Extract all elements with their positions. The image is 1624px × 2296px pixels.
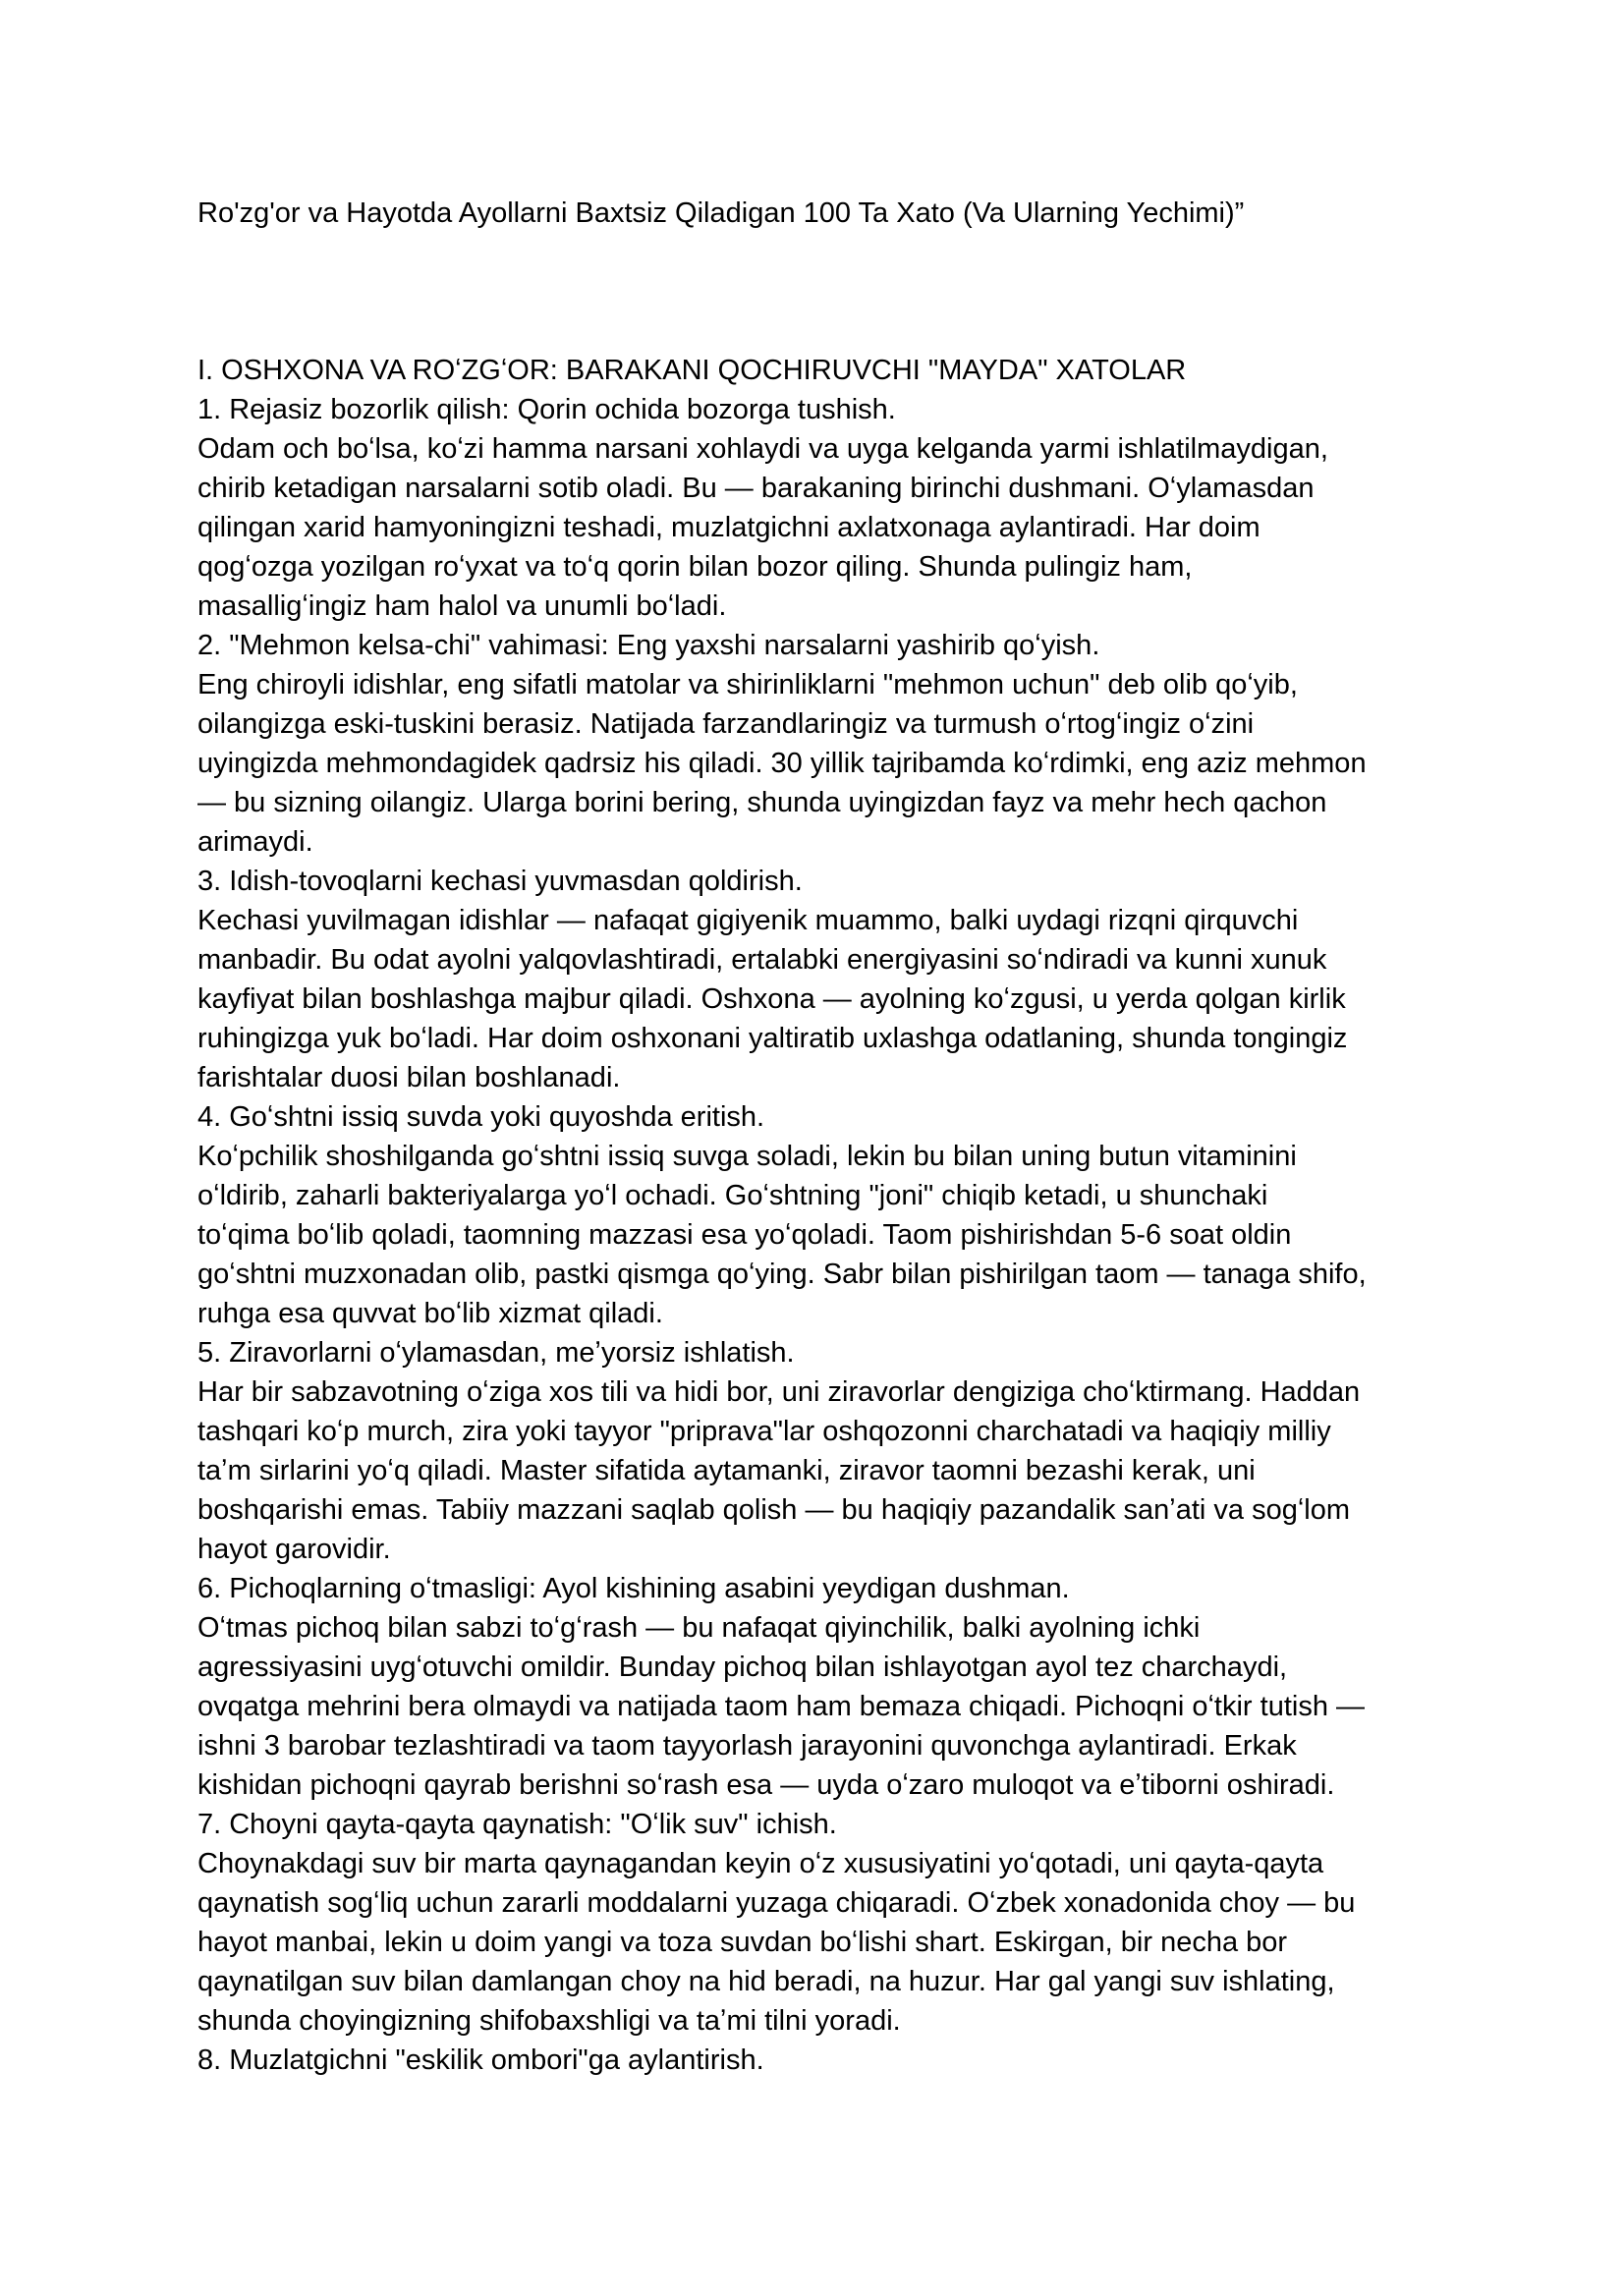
text-line: kayfiyat bilan boshlashga majbur qiladi. Oshxona — ayolning koʻzgusi, u yerda qolgan kirlik <box>197 983 1346 1015</box>
text-line: oʻldirib, zaharli bakteriyalarga yoʻl ochadi. Goʻshtning "joni" chiqib ketadi, u shunchaki <box>197 1180 1268 1211</box>
text-line: Choynakdagi suv bir marta qaynagandan keyin oʻz xususiyatini yoʻqotadi, uni qayta-qayta <box>197 1848 1324 1879</box>
text-line: manbadir. Bu odat ayolni yalqovlashtiradi, ertalabki energiyasini soʻndiradi va kunni xunuk <box>197 944 1327 976</box>
text-line: qaynatish sogʻliq uchun zararli moddalarni yuzaga chiqaradi. Oʻzbek xonadonida choy — bu <box>197 1887 1356 1919</box>
text-line: taʼm sirlarini yoʻq qiladi. Master sifatida aytamanki, ziravor taomni bezashi kerak, uni <box>197 1455 1256 1486</box>
text-line: 2. "Mehmon kelsa-chi" vahimasi: Eng yaxshi narsalarni yashirib qoʻyish. <box>197 630 1100 661</box>
text-line: goʻshtni muzxonadan olib, pastki qismga qoʻying. Sabr bilan pishirilgan taom — tanaga shifo, <box>197 1259 1367 1290</box>
text-line: 6. Pichoqlarning oʻtmasligi: Ayol kishining asabini yeydigan dushman. <box>197 1573 1070 1604</box>
text-line: 8. Muzlatgichni "eskilik ombori"ga aylantirish. <box>197 2044 764 2076</box>
text-line: ruhingizga yuk boʻladi. Har doim oshxonani yaltiratib uxlashga odatlaning, shunda tongingiz <box>197 1023 1348 1054</box>
text-line: shunda choyingizning shifobaxshligi va taʼmi tilni yoradi. <box>197 2005 901 2037</box>
text-line: chirib ketadigan narsalarni sotib oladi. Bu — barakaning birinchi dushmani. Oʻylamasdan <box>197 473 1315 504</box>
text-line: 7. Choyni qayta-qayta qaynatish: "Oʻlik suv" ichish. <box>197 1809 837 1840</box>
text-line: 4. Goʻshtni issiq suvda yoki quyoshda eritish. <box>197 1101 765 1133</box>
text-line: — bu sizning oilangiz. Ularga borini bering, shunda uyingizdan fayz va mehr hech qachon <box>197 787 1327 818</box>
text-line: Eng chiroyli idishlar, eng sifatli matolar va shirinliklarni "mehmon uchun" deb olib qoʻyib, <box>197 669 1298 700</box>
text-line: farishtalar duosi bilan boshlanadi. <box>197 1062 621 1093</box>
text-line: qilingan xarid hamyoningizni teshadi, muzlatgichni axlatxonaga aylantiradi. Har doim <box>197 512 1260 543</box>
text-line: Odam och boʻlsa, koʻzi hamma narsani xohlaydi va uyga kelganda yarmi ishlatilmaydigan, <box>197 433 1328 465</box>
text-line: ovqatga mehrini bera olmaydi va natijada taom ham bemaza chiqadi. Pichoqni oʻtkir tutish — <box>197 1691 1366 1722</box>
text-line: Koʻpchilik shoshilganda goʻshtni issiq suvga soladi, lekin bu bilan uning butun vitaminini <box>197 1141 1297 1172</box>
text-line: hayot manbai, lekin u doim yangi va toza suvdan boʻlishi shart. Eskirgan, bir necha bor <box>197 1927 1288 1958</box>
text-line: Kechasi yuvilmagan idishlar — nafaqat gigiyenik muammo, balki uydagi rizqni qirquvchi <box>197 905 1299 936</box>
text-line: 1. Rejasiz bozorlik qilish: Qorin ochida bozorga tushish. <box>197 394 896 425</box>
text-line: Har bir sabzavotning oʻziga xos tili va hidi bor, uni ziravorlar dengiziga choʻktirmang. Haddan <box>197 1376 1361 1408</box>
document-title: Ro'zg'or va Hayotda Ayollarni Baxtsiz Qiladigan 100 Ta Xato (Va Ularning Yechimi)” <box>197 197 1245 229</box>
text-line: qaynatilgan suv bilan damlangan choy na hid beradi, na huzur. Har gal yangi suv ishlating, <box>197 1966 1335 1997</box>
text-line: hayot garovidir. <box>197 1534 391 1565</box>
text-line: arimaydi. <box>197 826 313 858</box>
text-line: kishidan pichoqni qayrab berishni soʻrash esa — uyda oʻzaro muloqot va eʼtiborni oshiradi. <box>197 1769 1335 1801</box>
text-line: ruhga esa quvvat boʻlib xizmat qiladi. <box>197 1298 663 1329</box>
text-line: boshqarishi emas. Tabiiy mazzani saqlab qolish — bu haqiqiy pazandalik sanʼati va sogʻlom <box>197 1494 1350 1526</box>
document-body <box>197 351 1486 2080</box>
text-line: uyingizda mehmondagidek qadrsiz his qiladi. 30 yillik tajribamda koʻrdimki, eng aziz mehmon <box>197 748 1367 779</box>
text-line: 3. Idish-tovoqlarni kechasi yuvmasdan qoldirish. <box>197 866 803 897</box>
text-line: tashqari koʻp murch, zira yoki tayyor "priprava"lar oshqozonni charchatadi va haqiqiy milliy <box>197 1416 1331 1447</box>
text-line: masalligʻingiz ham halol va unumli boʻladi. <box>197 590 727 622</box>
text-line: Oʻtmas pichoq bilan sabzi toʻgʻrash — bu nafaqat qiyinchilik, balki ayolning ichki <box>197 1612 1201 1644</box>
text-line: 5. Ziravorlarni oʻylamasdan, meʼyorsiz ishlatish. <box>197 1337 795 1369</box>
text-line: oilangizga eski-tuskini berasiz. Natijada farzandlaringiz va turmush oʻrtogʻingiz oʻzini <box>197 708 1255 740</box>
text-line: ishni 3 barobar tezlashtiradi va taom tayyorlash jarayonini quvonchga aylantiradi. Erkak <box>197 1730 1297 1762</box>
text-line: I. OSHXONA VA ROʻZGʻOR: BARAKANI QOCHIRUVCHI "MAYDA" XATOLAR <box>197 355 1187 386</box>
text-line: agressiyasini uygʻotuvchi omildir. Bunday pichoq bilan ishlayotgan ayol tez charchaydi, <box>197 1652 1288 1683</box>
text-line: toʻqima boʻlib qoladi, taomning mazzasi esa yoʻqoladi. Taom pishirishdan 5-6 soat oldin <box>197 1219 1292 1251</box>
text-line: qogʻozga yozilgan roʻyxat va toʻq qorin bilan bozor qiling. Shunda pulingiz ham, <box>197 551 1193 583</box>
